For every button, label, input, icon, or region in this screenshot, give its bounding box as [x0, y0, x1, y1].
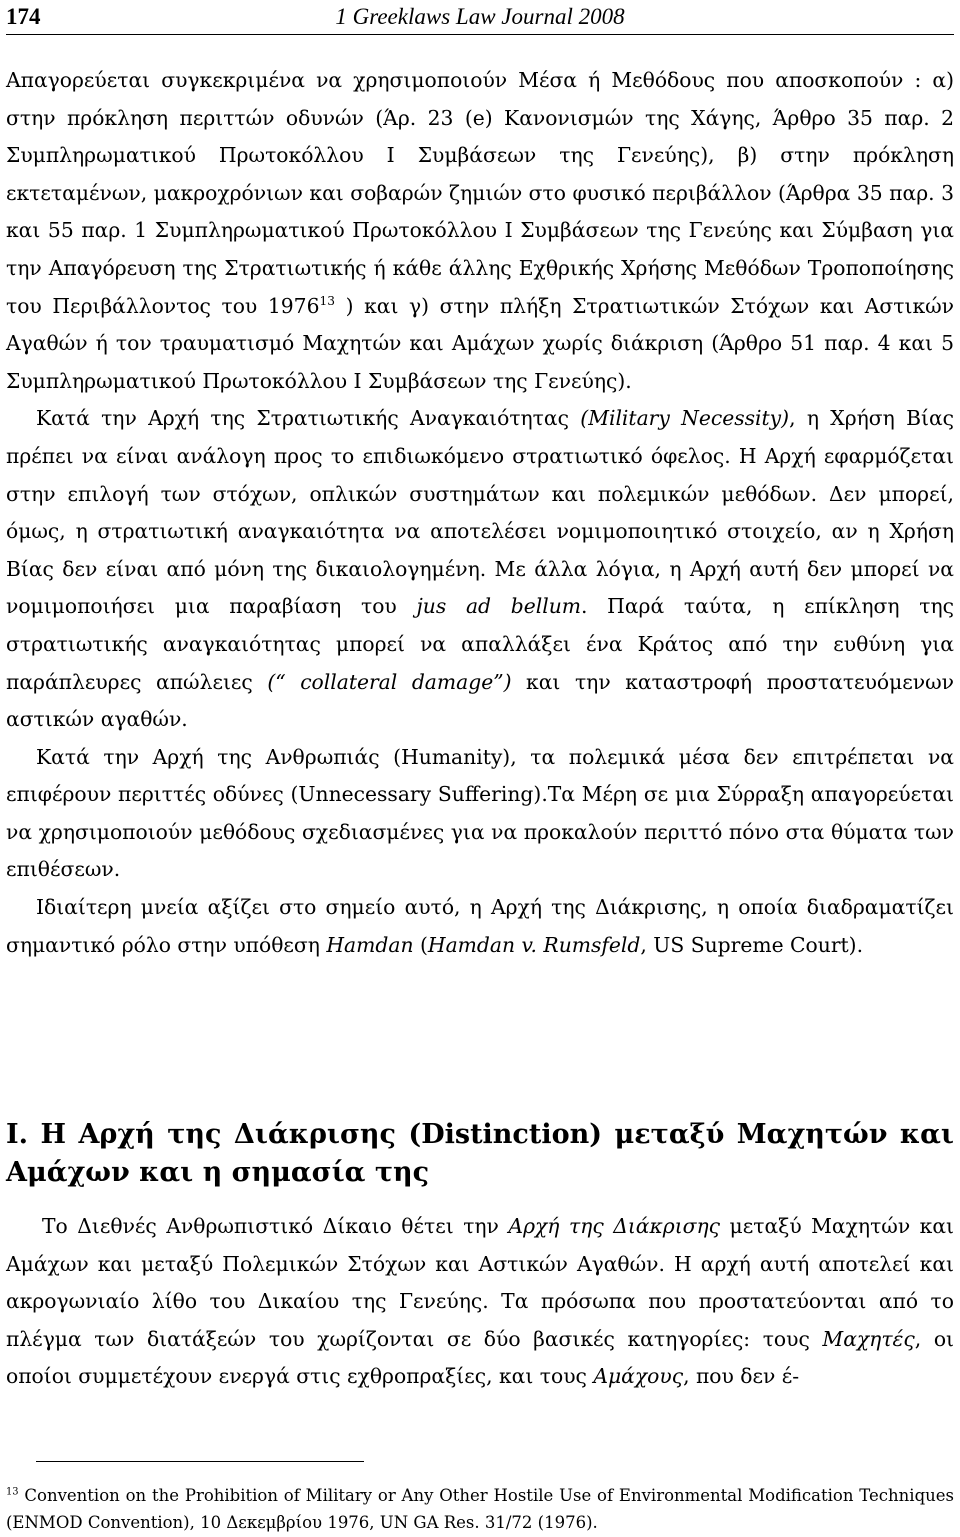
paragraph-military-necessity: Κατά την Αρχή της Στρατιωτικής Αναγκαιότητας (Military Necessity), η Χρήση Βίας πρέπει να είναι ανάλογη προς το επιδιωκόμενο στρατιωτικό όφελος. Η Αρχή εφαρμόζεται στην επιλογή των στόχων, οπλικών συστημάτων και πολεμικών μεθόδων. Δεν μπορεί, όμως, η στρατιωτική αναγκαιότητα να αποτελέσει νομιμοποιητικό στοιχείο, αν η Χρήση Βίας δεν είναι από μόνη της δικαιολογημένη. Με άλλα λόγια, η Αρχή αυτή δεν μπορεί να νομιμοποιήσει μια παραβίαση του jus ad bellum. Παρά ταύτα, η επίκληση της στρατιωτικής αναγκαιότητας μπορεί να απαλλάξει ένα Κράτος από την ευθύνη για παράπλευρες απώλειες (“ collateral damage”) και την καταστροφή προστατευόμενων αστικών αγαθών. [6, 406, 955, 732]
paragraph-humanity: Κατά την Αρχή της Ανθρωπιάς (Humanity), τα πολεμικά μέσα δεν επιτρέπεται να επιφέρουν περιττές οδύνες (Unnecessary Suffering).Τα Μέρη σε μια Σύρραξη απαγορεύεται να χρησιμοποιούν μεθόδους σχεδιασμένες για να προκαλούν περιττό πόνο στα θύματα των επιθέσεων. [6, 744, 954, 882]
footnote [6, 1482, 954, 1536]
paragraph-hamdan: Ιδιαίτερη μνεία αξίζει στο σημείο αυτό, η Αρχή της Διάκρισης, η οποία διαδραματίζει σημαντικό ρόλο στην υπόθεση Hamdan (Hamdan v. Rumsfeld, US Supreme Court). [6, 895, 954, 957]
section-heading: Ι. Η Αρχή της Διάκρισης (Distinction) μεταξύ Μαχητών και Αμάχων και η σημασία της [6, 1119, 954, 1188]
footnote-text: Convention on the Prohibition of Military or Any Other Hostile Use of Environmental Modification Techniques (ENMOD Convention), 10 Δεκεμβρίου 1976, UN GA Res. 31/72 (1976). [6, 1486, 954, 1532]
footnote-divider [36, 1461, 364, 1462]
footnote-number: 13 [6, 1486, 19, 1498]
section-text [6, 1208, 954, 1396]
footnote-reference[interactable]: 13 [319, 293, 335, 308]
paragraph-prohibited-means: Απαγορεύεται συγκεκριμένα να χρησιμοποιούν Μέσα ή Μεθόδους που αποσκοπούν : α) στην πρόκληση περιττών οδυνών (Άρ. 23 (e) Κανονισμών της Χάγης, Άρθρο 35 παρ. 2 Συμπληρωματικού Πρωτοκόλλου Ι Συμβάσεων της Γενεύης), β) στην πρόκληση εκτεταμένων, μακροχρόνιων και σοβαρών ζημιών στο φυσικό περιβάλλον (Άρθρα 35 παρ. 3 και 55 παρ. 1 Συμπληρωματικού Πρωτοκόλλου Ι Συμβάσεων της Γενεύης και Σύμβαση για την Απαγόρευση της Στρατιωτικής ή κάθε άλλης Εχθρικής Χρήσης Μεθόδων Τροποποίησης του Περιβάλλοντος του 1976$^{13}$ ) και γ) στην πλήξη Στρατιωτικών Στόχων και Αστικών Αγαθών ή τον τραυματισμό Μαχητών και Αμάχων χωρίς διάκριση (Άρθρο 51 παρ. 4 και 5 Συμπληρωματικού Πρωτοκόλλου Ι Συμβάσεων της Γενεύης). [6, 68, 954, 393]
paragraph-distinction: Το Διεθνές Ανθρωπιστικό Δίκαιο θέτει την Αρχή της Διάκρισης μεταξύ Μαχητών και Αμάχων και μεταξύ Πολεμικών Στόχων και Αστικών Αγαθών. Η αρχή αυτή αποτελεί και ακρογωνιαίο λίθο του Δικαίου της Γενεύης. Τα πρόσωπα που προστατεύονται από το πλέγμα των διατάξεών του χωρίζονται σε δύο βασικές κατηγορίες: τους Μαχητές, οι οποίοι συμμετέχουν ενεργά στις εχθροπραξίες, και τους Αμάχους, που δεν έ- [6, 1214, 954, 1389]
page-number: 174 [6, 4, 41, 29]
main-text [6, 62, 954, 964]
journal-title: 1 Greeklaws Law Journal 2008 [335, 4, 625, 29]
page-header [6, 0, 954, 35]
